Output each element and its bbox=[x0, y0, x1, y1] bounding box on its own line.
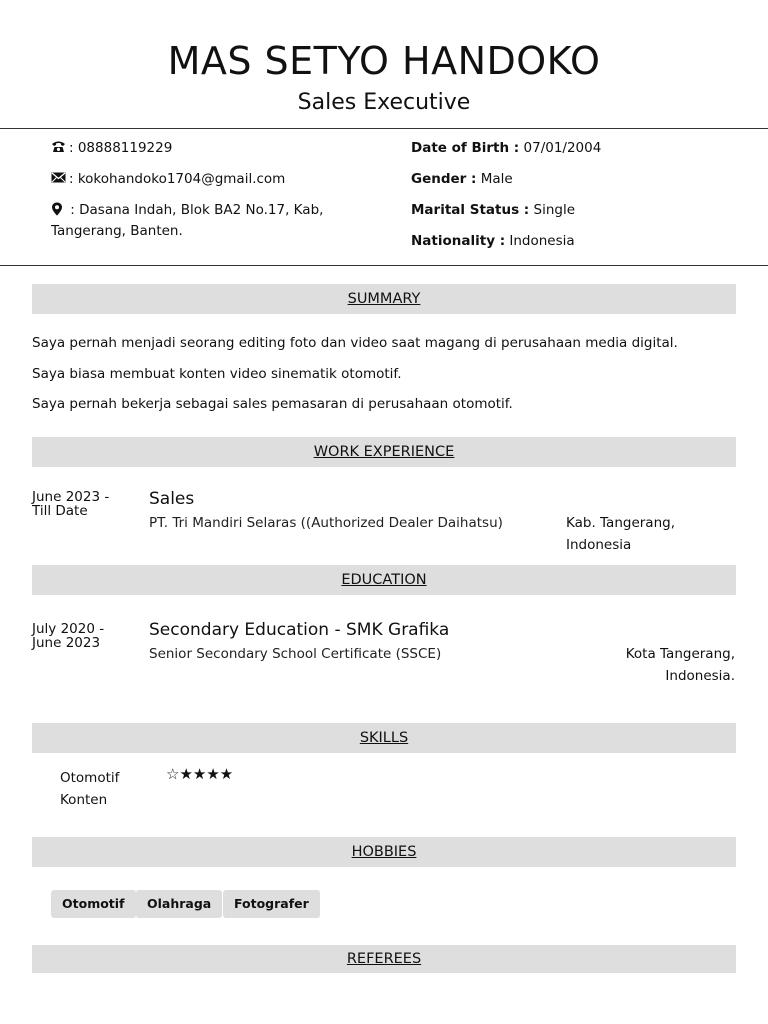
education-date bbox=[32, 622, 132, 650]
contact-address bbox=[51, 200, 351, 242]
skill-item: Otomotif bbox=[60, 770, 120, 786]
skill-rating-stars: ☆★★★★ bbox=[166, 765, 234, 783]
contact-phone bbox=[51, 138, 172, 159]
summary-line-3: Saya pernah bekerja sebagai sales pemasaran di perusahaan otomotif. bbox=[32, 396, 513, 412]
address-line-2: Tangerang, Banten. bbox=[51, 223, 183, 239]
map-marker-icon bbox=[51, 202, 63, 215]
phone-text: : 08888119229 bbox=[69, 140, 173, 156]
hobby-tag: Otomotif bbox=[51, 890, 136, 918]
resume-name: MAS SETYO HANDOKO bbox=[167, 39, 601, 83]
contact-email bbox=[51, 169, 285, 190]
phone-icon bbox=[51, 140, 66, 153]
summary-line-2: Saya biasa membuat konten video sinematik otomotif. bbox=[32, 366, 402, 382]
address-line-1: : Dasana Indah, Blok BA2 No.17, Kab, bbox=[70, 202, 324, 218]
skills-heading: SKILLS bbox=[32, 723, 736, 753]
personal-nationality bbox=[411, 231, 575, 252]
work-date-start: June 2023 - bbox=[32, 489, 110, 505]
education-date-end: June 2023 bbox=[32, 635, 101, 651]
nationality-label: Nationality : bbox=[411, 233, 506, 249]
personal-marital-status bbox=[411, 200, 575, 221]
work-location bbox=[566, 512, 675, 556]
hobby-tag: Fotografer bbox=[223, 890, 320, 918]
personal-gender bbox=[411, 169, 513, 190]
nationality-value: Indonesia bbox=[505, 233, 575, 249]
education-date-start: July 2020 - bbox=[32, 621, 105, 637]
education-location bbox=[626, 643, 735, 687]
work-company: PT. Tri Mandiri Selaras ((Authorized Dealer Daihatsu) bbox=[149, 515, 503, 531]
gender-value: Male bbox=[476, 171, 513, 187]
marital-status-label: Marital Status : bbox=[411, 202, 530, 218]
work-date-end: Till Date bbox=[32, 503, 88, 519]
education-location-country: Indonesia. bbox=[665, 668, 735, 684]
education-location-city: Kota Tangerang, bbox=[625, 646, 735, 662]
marital-status-value: Single bbox=[529, 202, 576, 218]
summary-heading: SUMMARY bbox=[32, 284, 736, 314]
personal-dob bbox=[411, 138, 601, 159]
gender-label: Gender : bbox=[411, 171, 477, 187]
email-text: : kokohandoko1704@gmail.com bbox=[69, 171, 286, 187]
hobby-tag: Olahraga bbox=[136, 890, 222, 918]
hobbies-heading: HOBBIES bbox=[32, 837, 736, 867]
skill-item: Konten bbox=[60, 792, 108, 808]
work-location-city: Kab. Tangerang, bbox=[566, 515, 675, 531]
header-divider-top bbox=[0, 128, 768, 129]
work-role: Sales bbox=[149, 489, 195, 509]
summary-line-1: Saya pernah menjadi seorang editing foto dan video saat magang di perusahaan media digital. bbox=[32, 335, 678, 351]
education-certificate: Senior Secondary School Certificate (SSCE) bbox=[149, 646, 442, 662]
referees-heading: REFEREES bbox=[32, 945, 736, 973]
work-date bbox=[32, 490, 132, 518]
header-divider-bottom bbox=[0, 265, 768, 266]
work-location-country: Indonesia bbox=[566, 537, 632, 553]
education-heading: EDUCATION bbox=[32, 565, 736, 595]
dob-value: 07/01/2004 bbox=[519, 140, 602, 156]
dob-label: Date of Birth : bbox=[411, 140, 520, 156]
envelope-icon bbox=[51, 171, 66, 184]
resume-job-title: Sales Executive bbox=[297, 90, 471, 115]
education-degree: Secondary Education - SMK Grafika bbox=[149, 620, 450, 640]
work-experience-heading: WORK EXPERIENCE bbox=[32, 437, 736, 467]
